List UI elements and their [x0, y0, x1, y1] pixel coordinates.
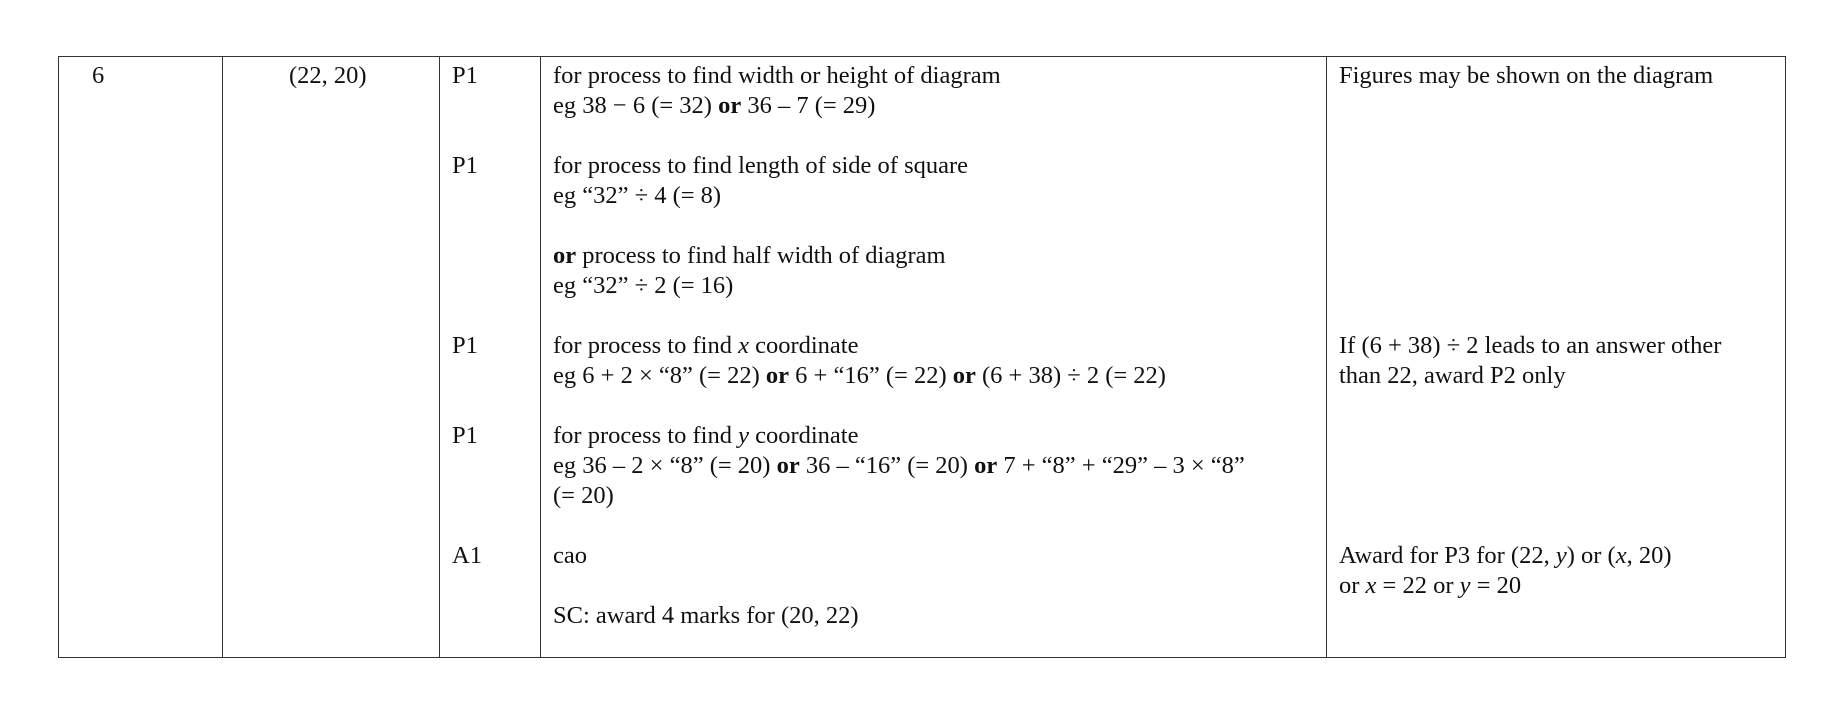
working-text: cao: [553, 542, 587, 569]
guidance-note: Award for P3 for (22, y) or (x, 20): [1339, 542, 1672, 569]
working-text: for process to find length of side of square: [553, 152, 969, 179]
mark-code: A1: [452, 542, 482, 569]
working-example: eg “32” ÷ 2 (= 16): [553, 272, 734, 299]
mark-code: P1: [452, 62, 478, 89]
special-case-note: SC: award 4 marks for (20, 22): [553, 602, 859, 629]
column-divider: [540, 57, 541, 657]
working-text: or process to find half width of diagram: [553, 242, 946, 269]
working-text: for process to find y coordinate: [553, 422, 859, 449]
working-example: (= 20): [553, 482, 614, 509]
question-number: 6: [92, 62, 105, 89]
mark-scheme-table: [58, 56, 1786, 658]
column-divider: [222, 57, 223, 657]
guidance-note: than 22, award P2 only: [1339, 362, 1566, 389]
mark-code: P1: [452, 152, 478, 179]
guidance-note: If (6 + 38) ÷ 2 leads to an answer other: [1339, 332, 1722, 359]
working-text: for process to find x coordinate: [553, 332, 859, 359]
working-example: eg 36 – 2 × “8” (= 20) or 36 – “16” (= 20) or 7 + “8” + “29” – 3 × “8”: [553, 452, 1245, 479]
working-example: eg 6 + 2 × “8” (= 22) or 6 + “16” (= 22) or (6 + 38) ÷ 2 (= 22): [553, 362, 1166, 389]
column-divider: [1326, 57, 1327, 657]
working-example: eg “32” ÷ 4 (= 8): [553, 182, 722, 209]
guidance-note: Figures may be shown on the diagram: [1339, 62, 1714, 89]
guidance-note: or x = 22 or y = 20: [1339, 572, 1522, 599]
working-text: for process to find width or height of diagram: [553, 62, 1001, 89]
column-divider: [439, 57, 440, 657]
answer-cell: (22, 20): [289, 62, 367, 89]
mark-code: P1: [452, 332, 478, 359]
mark-code: P1: [452, 422, 478, 449]
working-example: eg 38 − 6 (= 32) or 36 – 7 (= 29): [553, 92, 876, 119]
